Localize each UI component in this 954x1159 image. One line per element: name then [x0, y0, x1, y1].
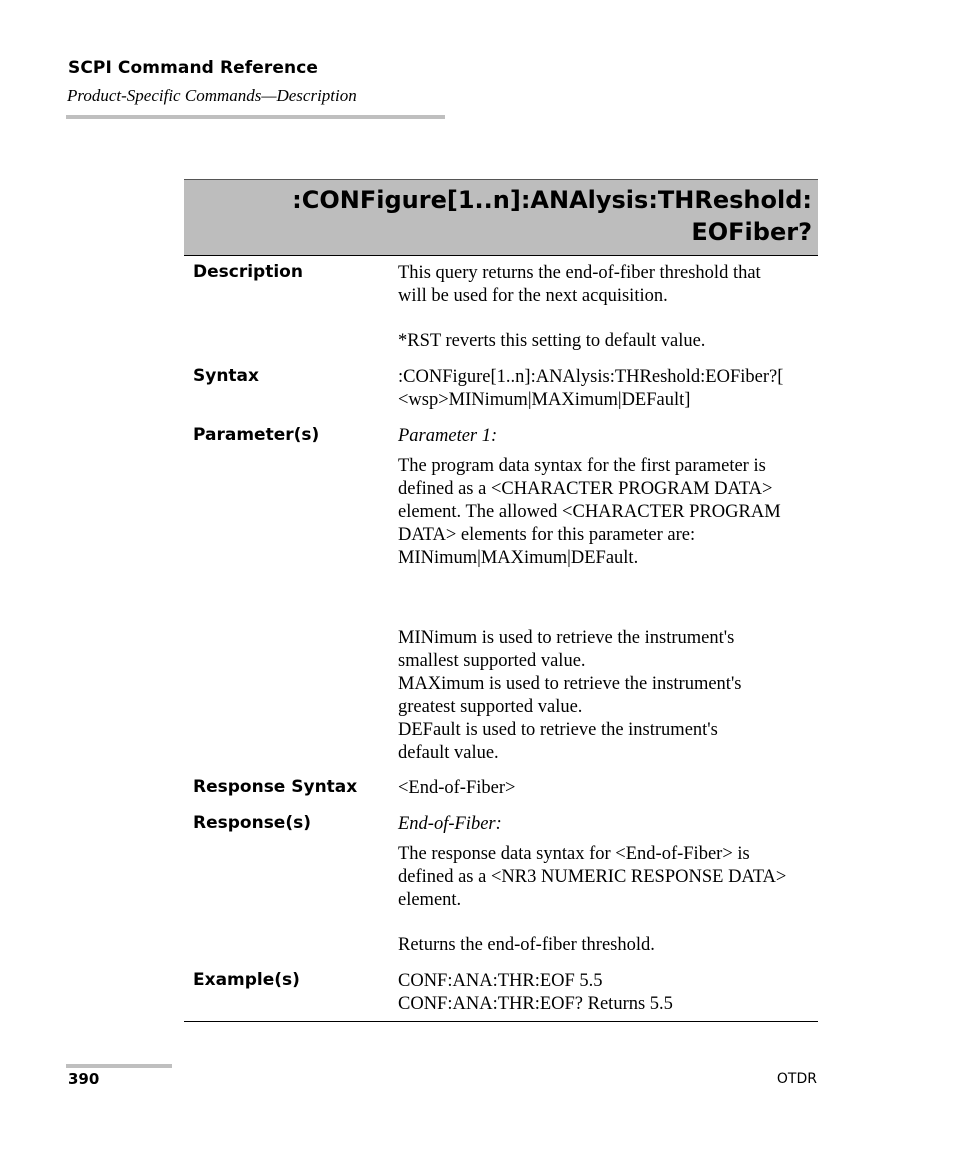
parameter-heading: Parameter 1: [398, 426, 498, 446]
header-divider [66, 115, 445, 119]
parameter-line: MINimum|MAXimum|DEFault. [398, 548, 639, 568]
response-syntax-label: Response Syntax [193, 777, 358, 797]
response-line: element. [398, 890, 462, 910]
parameter-line: The program data syntax for the first parameter is [398, 456, 766, 476]
parameter-values-explanation [398, 627, 818, 765]
parameter-value-line: default value. [398, 743, 499, 763]
parameter-value-line: MAXimum is used to retrieve the instrument's [398, 674, 742, 694]
response-definition [398, 843, 818, 912]
parameter-value-line: smallest supported value. [398, 651, 586, 671]
example-line: CONF:ANA:THR:EOF? Returns 5.5 [398, 994, 673, 1014]
response-syntax-value: <End-of-Fiber> [398, 778, 516, 798]
page-number: 390 [68, 1070, 100, 1088]
parameter-value-line: MINimum is used to retrieve the instrument's [398, 628, 735, 648]
syntax-label: Syntax [193, 366, 259, 386]
parameter-definition [398, 455, 818, 570]
syntax-line: :CONFigure[1..n]:ANAlysis:THReshold:EOFiber?[ [398, 367, 784, 387]
command-title-line-1: :CONFigure[1..n]:ANAlysis:THReshold: [292, 186, 812, 214]
responses-label: Response(s) [193, 813, 311, 833]
parameter-line: defined as a <CHARACTER PROGRAM DATA> [398, 479, 773, 499]
parameter-value-line: greatest supported value. [398, 697, 583, 717]
description-line: will be used for the next acquisition. [398, 286, 668, 306]
response-heading: End-of-Fiber: [398, 814, 502, 834]
description-rst-note: *RST reverts this setting to default value. [398, 331, 706, 351]
example-line: CONF:ANA:THR:EOF 5.5 [398, 971, 603, 991]
command-title [212, 184, 812, 248]
syntax-text [398, 366, 818, 412]
parameter-value-line: DEFault is used to retrieve the instrument's [398, 720, 718, 740]
parameter-line: element. The allowed <CHARACTER PROGRAM [398, 502, 781, 522]
section-title: SCPI Command Reference [68, 58, 319, 78]
response-line: The response data syntax for <End-of-Fiber> is [398, 844, 750, 864]
examples-text [398, 970, 818, 1016]
section-subtitle: Product-Specific Commands—Description [67, 86, 357, 105]
response-line: defined as a <NR3 NUMERIC RESPONSE DATA> [398, 867, 787, 887]
command-header-box [184, 179, 818, 256]
command-title-line-2: EOFiber? [691, 218, 812, 246]
table-bottom-rule [184, 1021, 818, 1022]
footer-divider [66, 1064, 172, 1068]
description-text [398, 262, 818, 308]
description-line: This query returns the end-of-fiber threshold that [398, 263, 761, 283]
description-label: Description [193, 262, 303, 282]
product-name: OTDR [776, 1071, 817, 1087]
parameter-line: DATA> elements for this parameter are: [398, 525, 696, 545]
response-returns: Returns the end-of-fiber threshold. [398, 935, 655, 955]
examples-label: Example(s) [193, 970, 300, 990]
parameters-label: Parameter(s) [193, 425, 320, 445]
syntax-line: <wsp>MINimum|MAXimum|DEFault] [398, 390, 691, 410]
